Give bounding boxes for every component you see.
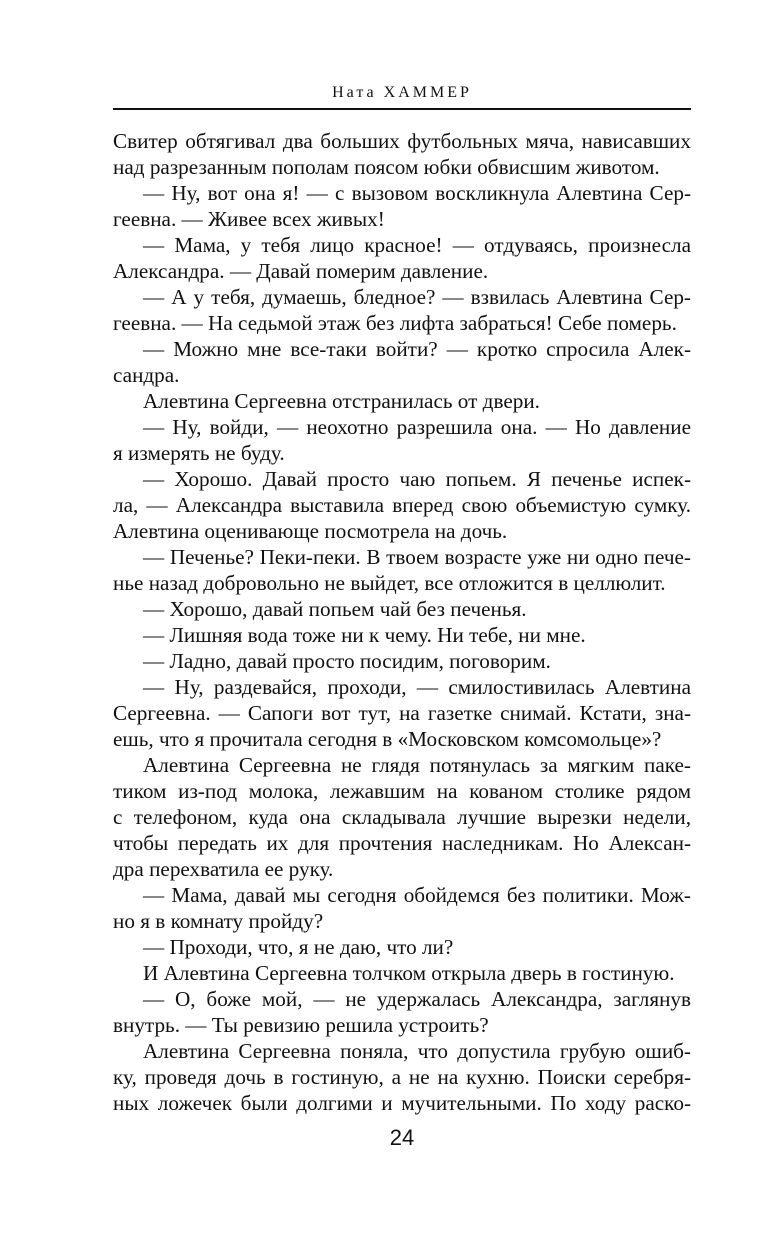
text-line: геевна. — Живее всех живых! bbox=[113, 207, 385, 231]
text-line: я измерять не буду. bbox=[113, 441, 285, 465]
text-line: — Хорошо. Давай просто чаю попьем. Я печенье испек- bbox=[143, 467, 691, 491]
header-rule bbox=[113, 108, 691, 110]
text-line: чтобы передать их для прочтения наследникам. Но Алексан- bbox=[113, 831, 691, 855]
text-line: Алевтина Сергеевна не глядя потянулась за мягким паке- bbox=[143, 753, 691, 777]
text-line: — Ладно, давай просто посидим, поговорим. bbox=[143, 649, 551, 673]
text-line: Алевтина Сергеевна отстранилась от двери. bbox=[143, 389, 540, 413]
text-line: Алевтина Сергеевна поняла, что допустила грубую ошиб- bbox=[143, 1039, 691, 1063]
page-number: 24 bbox=[389, 1125, 415, 1150]
text-line: Алевтина оценивающе посмотрела на дочь. bbox=[113, 519, 508, 543]
text-line: внутрь. — Ты ревизию решила устроить? bbox=[113, 1013, 489, 1037]
text-line: — Хорошо, давай попьем чай без печенья. bbox=[143, 597, 527, 621]
text-line: — Мама, у тебя лицо красное! — отдуваясь, произнесла bbox=[143, 233, 691, 257]
page-text bbox=[113, 128, 691, 1116]
running-head: Ната ХАММЕР bbox=[332, 84, 472, 101]
text-line: ку, проведя дочь в гостиную, а не на кухню. Поиски серебря- bbox=[113, 1065, 691, 1089]
text-line: геевна. — На седьмой этаж без лифта забраться! Себе померь. bbox=[113, 311, 677, 335]
text-line: ла, — Александра выставила вперед свою объемистую сумку. bbox=[113, 493, 691, 517]
text-line: — Проходи, что, я не даю, что ли? bbox=[143, 935, 454, 959]
text-line: — А у тебя, думаешь, бледное? — взвилась Алевтина Сер- bbox=[143, 285, 691, 309]
text-line: Свитер обтягивал два больших футбольных мяча, нависавших bbox=[113, 129, 691, 153]
text-line: — Лишняя вода тоже ни к чему. Ни тебе, ни мне. bbox=[143, 623, 586, 647]
text-line: с телефоном, куда она складывала лучшие вырезки недели, bbox=[113, 805, 691, 829]
text-line: — Ну, раздевайся, проходи, — смилостивилась Алевтина bbox=[143, 675, 691, 699]
text-line: над разрезанным пополам поясом юбки обвисшим животом. bbox=[113, 155, 660, 179]
text-line: нье назад добровольно не выйдет, все отложится в целлюлит. bbox=[113, 571, 666, 595]
text-line: — Мама, давай мы сегодня обойдемся без политики. Мож- bbox=[143, 883, 691, 907]
text-line: И Алевтина Сергеевна толчком открыла дверь в гостиную. bbox=[143, 961, 675, 985]
text-line: ных ложечек были долгими и мучительными. По ходу раско- bbox=[113, 1091, 691, 1115]
text-line: сандра. bbox=[113, 363, 180, 387]
text-line: — О, боже мой, — не удержалась Александра, заглянув bbox=[143, 987, 691, 1011]
text-line: дра перехватила ее руку. bbox=[113, 857, 334, 881]
text-line: — Можно мне все-таки войти? — кротко спросила Алек- bbox=[143, 337, 691, 361]
text-line: — Печенье? Пеки-пеки. В твоем возрасте уже ни одно пече- bbox=[143, 545, 691, 569]
text-line: — Ну, войди, — неохотно разрешила она. — Но давление bbox=[143, 415, 691, 439]
text-line: но я в комнату пройду? bbox=[113, 909, 324, 933]
text-line: Александра. — Давай померим давление. bbox=[113, 259, 489, 283]
text-line: тиком из-под молока, лежавшим на кованом столике рядом bbox=[113, 779, 691, 803]
text-line: — Ну, вот она я! — с вызовом воскликнула Алевтина Сер- bbox=[143, 181, 691, 205]
text-line: ешь, что я прочитала сегодня в «Московском комсомольце»? bbox=[113, 727, 662, 751]
text-line: Сергеевна. — Сапоги вот тут, на газетке снимай. Кстати, зна- bbox=[113, 701, 691, 725]
